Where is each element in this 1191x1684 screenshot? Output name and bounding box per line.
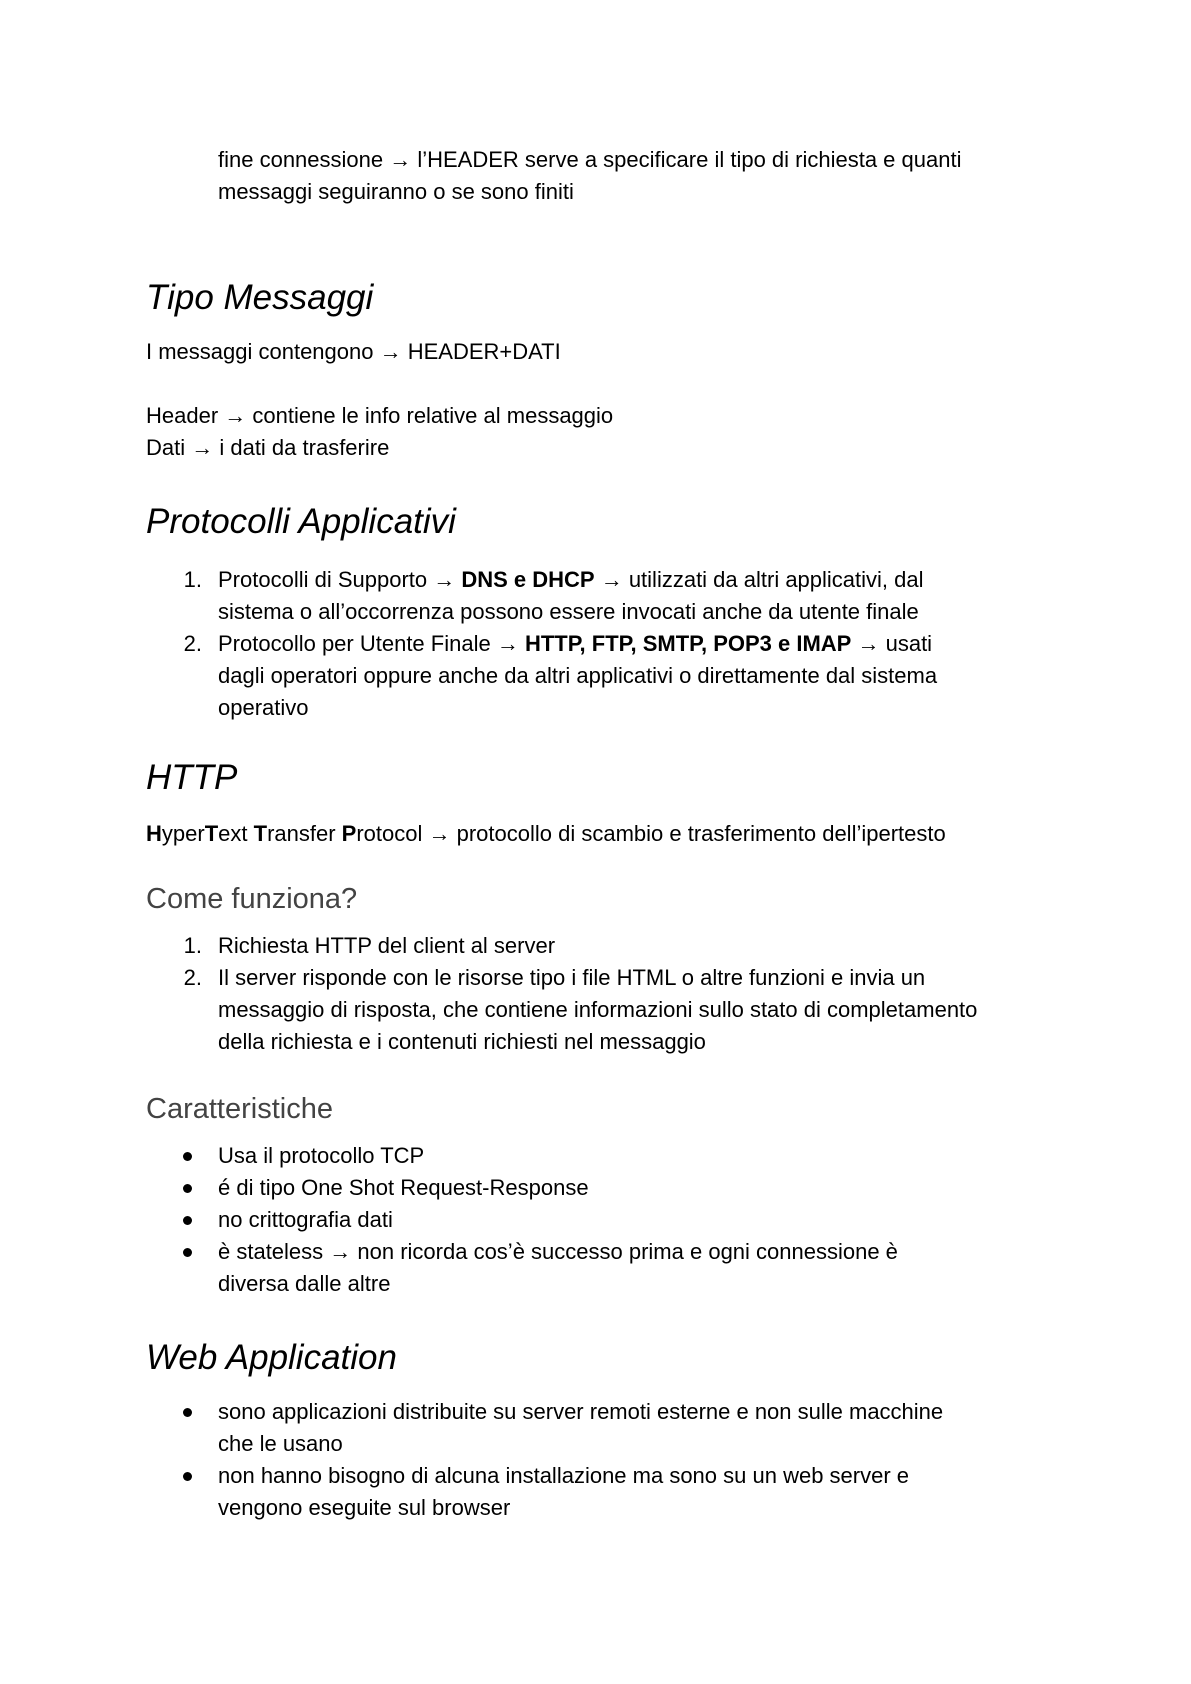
list-marker: 1. bbox=[183, 933, 202, 958]
list-item-text: é di tipo One Shot Request-Response bbox=[218, 1175, 589, 1200]
list-item-text: è stateless → non ricorda cos’è successo prima e ogni connessione è bbox=[218, 1239, 898, 1264]
text-span: Protocolli di Supporto → bbox=[218, 567, 462, 592]
list-item-text bbox=[218, 564, 924, 596]
intro-line-2: messaggi seguiranno o se sono finiti bbox=[218, 179, 574, 204]
bullet-icon bbox=[183, 1408, 192, 1417]
intro-line-1: fine connessione → l’HEADER serve a specificare il tipo di richiesta e quanti bbox=[218, 147, 962, 172]
text-span: Protocollo per Utente Finale → bbox=[218, 631, 525, 656]
list-item-continuation: operativo bbox=[218, 695, 309, 720]
list-item-text: Il server risponde con le risorse tipo i file HTML o altre funzioni e invia un bbox=[218, 965, 926, 990]
list-item-continuation: dagli operatori oppure anche da altri applicativi o direttamente dal sistema bbox=[218, 663, 938, 688]
bold-span: T bbox=[204, 821, 219, 846]
text-span: → utilizzati da altri applicativi, dal bbox=[594, 567, 924, 592]
bold-span: H bbox=[146, 821, 162, 846]
heading-web-application: Web Application bbox=[146, 1338, 397, 1377]
bullet-icon bbox=[183, 1248, 192, 1257]
list-item-text: sono applicazioni distribuite su server remoti esterne e non sulle macchine bbox=[218, 1399, 944, 1424]
list-item-continuation: diversa dalle altre bbox=[218, 1271, 391, 1296]
text-span: yper bbox=[161, 821, 205, 846]
text-span: → usati bbox=[851, 631, 933, 656]
bullet-icon bbox=[183, 1152, 192, 1161]
list-item-text: Usa il protocollo TCP bbox=[218, 1143, 425, 1168]
bullet-icon bbox=[183, 1184, 192, 1193]
heading-tipo-messaggi: Tipo Messaggi bbox=[146, 278, 374, 317]
bullet-icon bbox=[183, 1472, 192, 1481]
text-span: rotocol → protocollo di scambio e trasferimento dell’ipertesto bbox=[356, 821, 946, 846]
heading-come-funziona: Come funziona? bbox=[146, 883, 358, 915]
list-marker: 1. bbox=[183, 567, 202, 592]
tipo-messaggi-line-1: I messaggi contengono → HEADER+DATI bbox=[146, 339, 561, 364]
bold-span: HTTP, FTP, SMTP, POP3 e IMAP bbox=[524, 631, 852, 656]
list-item-continuation: messaggio di risposta, che contiene informazioni sullo stato di completamento bbox=[218, 997, 978, 1022]
bullet-icon bbox=[183, 1216, 192, 1225]
tipo-messaggi-line-3: Dati → i dati da trasferire bbox=[146, 435, 390, 460]
list-item-continuation: che le usano bbox=[218, 1431, 343, 1456]
text-span: ransfer bbox=[267, 821, 342, 846]
heading-http: HTTP bbox=[146, 758, 238, 797]
bold-span: P bbox=[341, 821, 357, 846]
list-marker: 2. bbox=[183, 631, 202, 656]
list-marker: 2. bbox=[183, 965, 202, 990]
list-item-text bbox=[218, 628, 932, 660]
bold-span: DNS e DHCP bbox=[461, 567, 595, 592]
bold-span: T bbox=[253, 821, 268, 846]
list-item-continuation: vengono eseguite sul browser bbox=[218, 1495, 511, 1520]
heading-protocolli-applicativi: Protocolli Applicativi bbox=[146, 502, 456, 541]
list-item-text: no crittografia dati bbox=[218, 1207, 393, 1232]
http-definition bbox=[146, 818, 946, 850]
tipo-messaggi-line-2: Header → contiene le info relative al messaggio bbox=[146, 403, 614, 428]
list-item-continuation: della richiesta e i contenuti richiesti nel messaggio bbox=[218, 1029, 706, 1054]
text-span: ext bbox=[218, 821, 254, 846]
list-item-text: non hanno bisogno di alcuna installazione ma sono su un web server e bbox=[218, 1463, 910, 1488]
list-item-text: Richiesta HTTP del client al server bbox=[218, 933, 556, 958]
heading-caratteristiche: Caratteristiche bbox=[146, 1093, 333, 1125]
list-item-continuation: sistema o all’occorrenza possono essere invocati anche da utente finale bbox=[218, 599, 919, 624]
